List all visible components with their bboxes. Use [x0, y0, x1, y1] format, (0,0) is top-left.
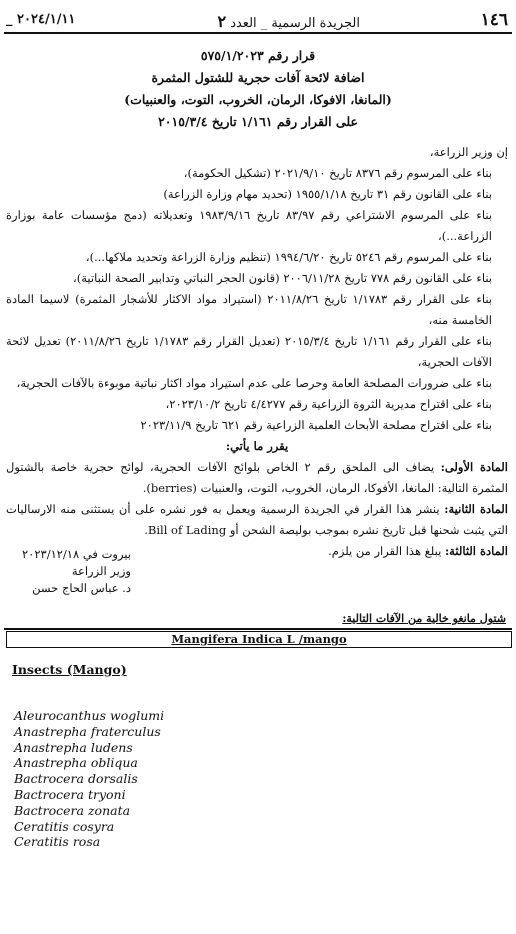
list-item: Aleurocanthus woglumi — [14, 708, 165, 723]
list-item: Bactrocera zonata — [14, 802, 131, 818]
recital-8: بناء على ضرورات المصلحة العامة وحرصا على عدم استيراد مواد اكثار نباتية موبوءة بالآفات الحجرية، — [16, 376, 492, 390]
recital-2: بناء على القانون رقم ٣١ تاريخ ١٩٥٥/١/١٨ (تحديد مهام وزارة الزراعة) — [163, 187, 492, 201]
journal-title — [217, 12, 360, 31]
page-header — [6, 10, 510, 32]
signature-place-date: بيروت في ٢٠٢٣/١٢/١٨ — [22, 547, 131, 561]
recital-6: بناء على القرار رقم ١/١٧٨٣ تاريخ ٢٠١١/٨/٢٦ (استيراد مواد الاكثار للأشجار المثمرة) لاسيما المادة الخامسة منه، — [6, 292, 492, 327]
recital-4: بناء على المرسوم رقم ٥٢٤٦ تاريخ ١٩٩٤/٦/٢٠ (تنظيم وزارة الزراعة وتحديد ملاكها...)، — [85, 250, 492, 264]
list-item: Bactrocera dorsalis — [14, 771, 138, 787]
decision-title-block — [0, 45, 516, 133]
article-2 — [6, 499, 508, 541]
issue-number: ٢ — [217, 12, 227, 31]
article-2-text: ينشر هذا القرار في الجريدة الرسمية ويعمل به فور نشره على أن يستثنى منه الارساليات التي يثبت شحنها قبل تاريخ نشره بموجب بوليصة الشحن أو Bill of Lading. — [6, 502, 508, 537]
list-item: Anastrepha obliqua — [14, 755, 138, 771]
decision-number: قرار رقم ٥٧٥/١/٢٠٢٣ — [200, 48, 316, 63]
decides-heading: يقرر ما يأتي: — [225, 439, 289, 453]
decision-body — [6, 142, 508, 562]
page-number: ١٤٦ — [480, 10, 508, 30]
article-1-text: يضاف الى الملحق رقم ٢ الخاص بلوائح الآفات الحجرية، لوائح حجرية خاصة بالشتول المثمرة التالية: المانغا، الأفوكا، الرمان، الخروب، التوت، والعنبيات (berries). — [6, 460, 508, 495]
issue-date: ٢٠٢٤/١/١١ _ — [6, 12, 76, 27]
article-2-label: المادة الثانية: — [444, 502, 508, 516]
intro: إن وزير الزراعة، — [429, 145, 508, 159]
signature-name: د. عباس الحاج حسن — [32, 581, 131, 595]
list-item: Bactrocera tryoni — [14, 786, 126, 802]
signature-role: وزير الزراعة — [71, 564, 131, 578]
article-3-label: المادة الثالثة: — [444, 544, 508, 558]
decision-reference: على القرار رقم ١/١٦١ تاريخ ٢٠١٥/٣/٤ — [158, 114, 358, 129]
recital-1: بناء على المرسوم رقم ٨٣٧٦ تاريخ ٢٠٢١/٩/١٠ (تشكيل الحكومة)، — [183, 166, 492, 180]
annex-section-title: شتول مانغو خالية من الآفات التالية: — [342, 612, 506, 625]
insects-list — [14, 708, 164, 850]
recital-5: بناء على القانون رقم ٧٧٨ تاريخ ٢٠٠٦/١١/٢٨ (قانون الحجر النباتي وتدابير الصحة النباتية)، — [73, 271, 492, 285]
article-3-text: يبلغ هذا القرار من يلزم. — [328, 544, 445, 558]
insects-heading: Insects (Mango) — [12, 662, 127, 677]
recital-10: بناء على اقتراح مصلحة الأبحاث العلمية الزراعية رقم ٦٢١ تاريخ ٢٠٢٣/١١/٩ — [140, 418, 492, 432]
signature-block — [22, 546, 131, 597]
decision-subject: اضافة لائحة آفات حجرية للشتول المثمرة — [151, 70, 365, 85]
list-item: Anastrepha fraterculus — [14, 723, 161, 739]
recital-3: بناء على المرسوم الاشتراعي رقم ٨٣/٩٧ تاريخ ١٩٨٣/٩/١٦ وتعديلاته (دمج مؤسسات عامة بوزارة الزراعة...)، — [6, 208, 492, 243]
list-item: Ceratitis cosyra — [14, 818, 115, 834]
species-header: Mangifera Indica L /mango — [6, 631, 512, 648]
list-item: Anastrepha ludens — [14, 739, 133, 755]
recital-7: بناء على القرار رقم ١/١٦١ تاريخ ٢٠١٥/٣/٤ (تعديل القرار رقم ١/١٧٨٣ تاريخ ٢٠١١/٨/٢٦) تعديل لائحة الآفات الحجرية، — [6, 334, 493, 369]
recital-9: بناء على اقتراح مديرية الثروة الزراعية رقم ٤/٤٢٧٧ تاريخ ٢٠٢٣/١٠/٢، — [165, 397, 492, 411]
article-1-label: المادة الأولى: — [440, 460, 508, 474]
header-divider — [4, 32, 512, 34]
list-item: Ceratitis rosa — [14, 834, 101, 850]
decision-crops: (المانغا، الافوكا، الرمان، الخروب، التوت، والعنبيات) — [124, 92, 392, 107]
journal-name: الجريدة الرسمية _ العدد — [226, 16, 360, 31]
annex-divider — [4, 628, 512, 630]
article-1 — [6, 457, 508, 499]
